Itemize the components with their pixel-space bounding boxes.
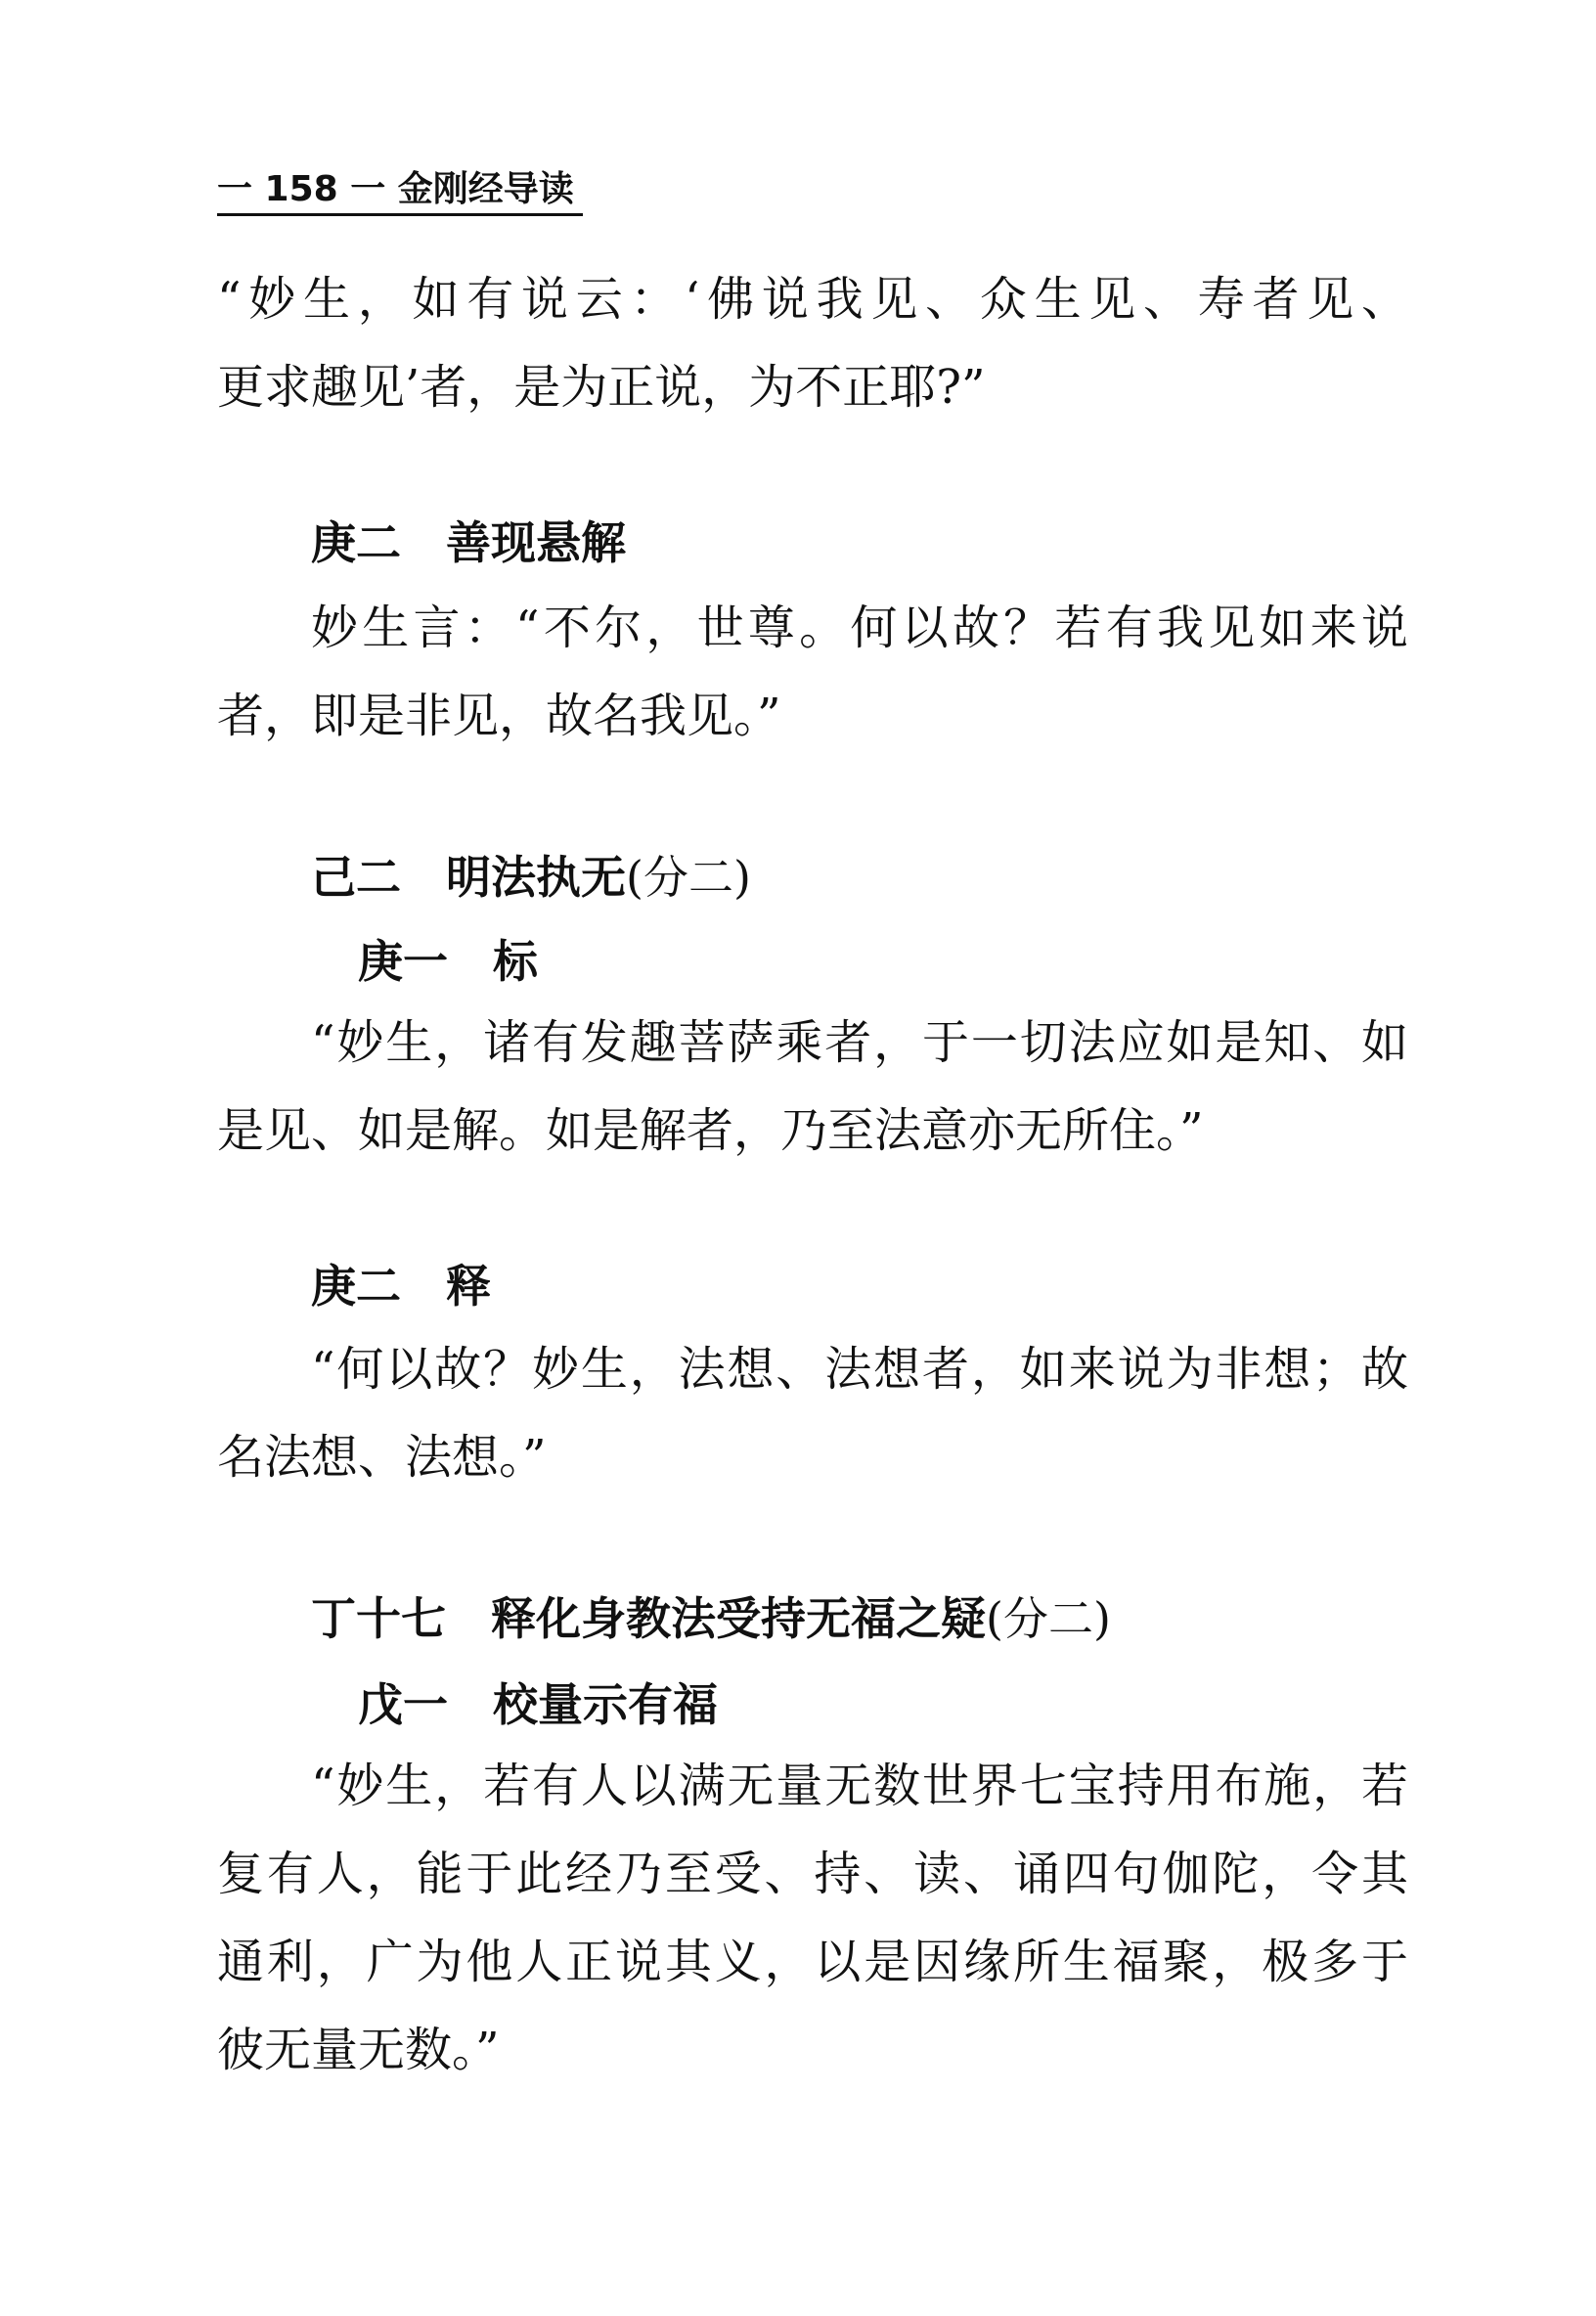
paragraph-1-line-2: 更求趣见’者，是为正说，为不正耶?” (217, 360, 986, 415)
heading-label: 庚二 (311, 1260, 401, 1313)
section-heading-3 (358, 933, 538, 990)
heading-label: 庚二 (311, 516, 401, 569)
heading-title: 校量示有福 (493, 1678, 718, 1731)
paragraph-2-line-1: 妙生言：“不尔，世尊。何以故？若有我见如来说 (311, 601, 1408, 655)
heading-title: 释 (446, 1260, 491, 1313)
paragraph-4-line-1: “何以故？妙生，法想、法想者，如来说为非想；故 (311, 1342, 1408, 1397)
paragraph-5-line-3: 通利，广为他人正说其义，以是因缘所生福聚，极多于 (217, 1935, 1408, 1989)
paragraph-3-line-2: 是见、如是解。如是解者，乃至法意亦无所住。” (217, 1103, 1204, 1158)
paragraph-1-line-1: “妙生，如有说云：‘佛说我见、众生见、寿者见、 (217, 272, 1408, 327)
heading-label: 丁十七 (311, 1592, 446, 1645)
paragraph-5-line-2: 复有人，能于此经乃至受、持、读、诵四句伽陀，令其 (217, 1847, 1408, 1901)
heading-label: 戊一 (358, 1678, 448, 1731)
paragraph-4-line-2: 名法想、法想。” (217, 1430, 547, 1485)
heading-title: 释化身教法受持无福之疑 (491, 1592, 986, 1645)
section-heading-6 (358, 1676, 718, 1733)
heading-label: 庚一 (358, 935, 448, 988)
section-heading-5 (311, 1590, 1111, 1647)
paragraph-3-line-1: “妙生，诸有发趣菩萨乘者，于一切法应如是知、如 (311, 1015, 1408, 1070)
section-heading-2 (311, 849, 751, 906)
header-rule (217, 213, 583, 216)
paragraph-2-line-2: 者，即是非见，故名我见。” (217, 689, 781, 743)
section-heading-4 (311, 1258, 491, 1314)
heading-title: 善现悬解 (446, 516, 626, 569)
paragraph-5-line-4: 彼无量无数。” (217, 2023, 500, 2077)
section-heading-1 (311, 514, 626, 571)
heading-title: 标 (493, 935, 538, 988)
heading-note: (分二) (986, 1592, 1111, 1645)
heading-title: 明法执无 (446, 851, 626, 904)
heading-label: 己二 (311, 851, 401, 904)
running-header: 一 158 一 金刚经导读 (217, 169, 574, 209)
heading-note: (分二) (626, 851, 751, 904)
paragraph-5-line-1: “妙生，若有人以满无量无数世界七宝持用布施，若 (311, 1759, 1408, 1813)
